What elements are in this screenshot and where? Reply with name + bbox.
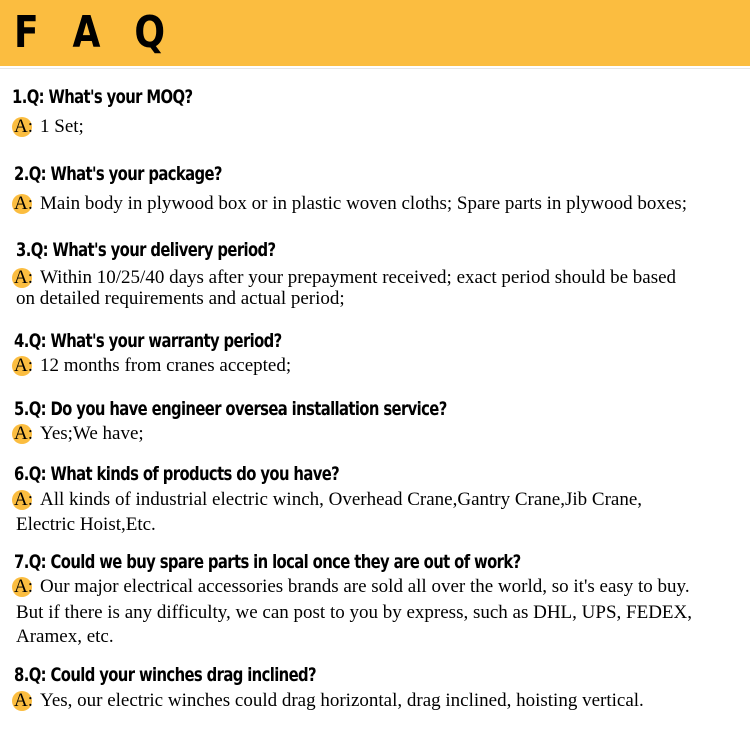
- question-4: 4.Q: What's your warranty period?: [14, 330, 282, 352]
- answer-7-line-3: Aramex, etc.: [16, 626, 114, 647]
- answer-5: [12, 423, 144, 445]
- answer-8-text: Yes, our electric winches could drag horizontal, drag inclined, hoisting vertical.: [40, 690, 644, 711]
- faq-header: [0, 0, 750, 66]
- question-7: 7.Q: Could we buy spare parts in local once they are out of work?: [14, 551, 521, 573]
- answer-7: [12, 576, 690, 598]
- answer-badge: A:: [14, 355, 33, 376]
- answer-4-text: 12 months from cranes accepted;: [40, 355, 292, 376]
- question-1: 1.Q: What's your MOQ?: [12, 86, 193, 108]
- question-5: 5.Q: Do you have engineer oversea installation service?: [14, 398, 447, 420]
- answer-8: [12, 690, 644, 712]
- answer-badge: A:: [14, 116, 33, 137]
- question-6: 6.Q: What kinds of products do you have?: [14, 463, 340, 485]
- question-3: 3.Q: What's your delivery period?: [16, 239, 276, 261]
- answer-3-text: Within 10/25/40 days after your prepayment received; exact period should be based: [40, 267, 677, 288]
- answer-2: [12, 193, 687, 215]
- answer-badge: A:: [14, 576, 33, 597]
- answer-6-text: All kinds of industrial electric winch, Overhead Crane,Gantry Crane,Jib Crane,: [40, 489, 643, 510]
- answer-badge: A:: [14, 267, 33, 288]
- answer-1: [12, 116, 84, 138]
- answer-6-line-2: Electric Hoist,Etc.: [16, 514, 156, 535]
- answer-5-text: Yes;We have;: [40, 423, 144, 444]
- answer-3-line-2: on detailed requirements and actual period;: [16, 288, 345, 309]
- header-divider: [0, 68, 750, 69]
- answer-badge: A:: [14, 489, 33, 510]
- answer-2-text: Main body in plywood box or in plastic woven cloths; Spare parts in plywood boxes;: [40, 193, 687, 214]
- answer-3: [12, 267, 676, 289]
- page-title: F A Q: [14, 7, 176, 58]
- answer-badge: A:: [14, 193, 33, 214]
- answer-badge: A:: [14, 423, 33, 444]
- answer-4: [12, 355, 291, 377]
- answer-6: [12, 489, 642, 511]
- answer-badge: A:: [14, 690, 33, 711]
- question-2: 2.Q: What's your package?: [14, 163, 222, 185]
- answer-7-line-2: But if there is any difficulty, we can post to you by express, such as DHL, UPS, FEDEX,: [16, 602, 692, 623]
- question-8: 8.Q: Could your winches drag inclined?: [14, 664, 316, 686]
- answer-1-text: 1 Set;: [40, 116, 84, 137]
- answer-7-text: Our major electrical accessories brands are sold all over the world, so it's easy to buy.: [40, 576, 690, 597]
